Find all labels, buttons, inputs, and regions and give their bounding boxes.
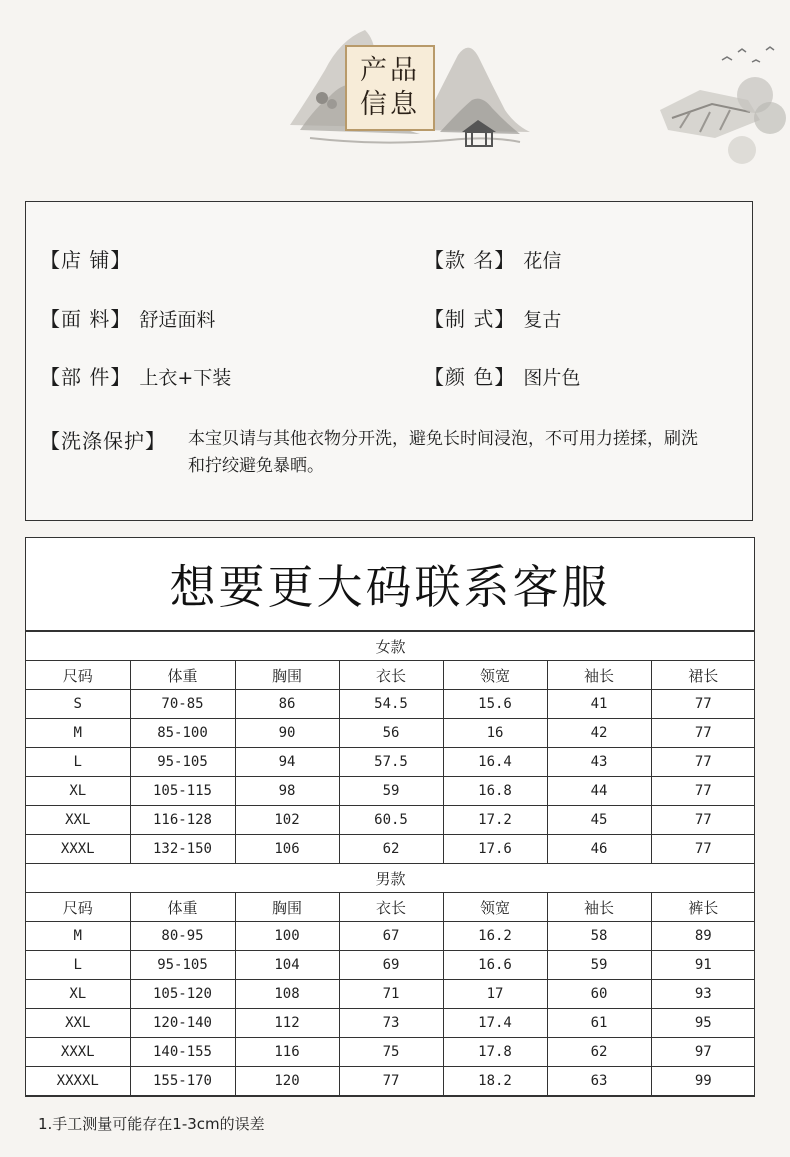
table-row [26, 748, 755, 777]
column-header: 袖长 [547, 661, 651, 690]
table-row [26, 922, 755, 951]
measurement-footnote: 1.手工测量可能存在1-3cm的误差 [38, 1115, 265, 1133]
table-cell: 85-100 [130, 719, 235, 748]
info-name [424, 244, 561, 273]
table-cell: 116 [235, 1038, 339, 1067]
table-cell: 105-115 [130, 777, 235, 806]
table-cell: 43 [547, 748, 651, 777]
color-value: 图片色 [523, 367, 581, 389]
info-fabric [40, 303, 215, 332]
table-cell: 67 [339, 922, 443, 951]
size-table [26, 631, 755, 1096]
table-cell: 60 [547, 980, 651, 1009]
table-cell: 63 [547, 1067, 651, 1096]
table-row [26, 980, 755, 1009]
table-cell: 120 [235, 1067, 339, 1096]
column-header: 裤长 [651, 893, 755, 922]
seal-line-2: 信息 [360, 89, 420, 120]
table-cell: 59 [547, 951, 651, 980]
style-value: 复古 [523, 309, 562, 331]
page-header [0, 0, 790, 190]
fabric-value: 舒适面料 [139, 309, 216, 331]
shop-label: 【店 铺】 [40, 248, 132, 272]
table-cell: 77 [651, 719, 755, 748]
name-value: 花信 [523, 250, 562, 272]
table-cell: 95-105 [130, 748, 235, 777]
table-cell: 58 [547, 922, 651, 951]
women-section-label: 女款 [26, 632, 755, 661]
info-parts [40, 361, 231, 390]
table-cell: 140-155 [130, 1038, 235, 1067]
men-header-row [26, 893, 755, 922]
table-cell: 73 [339, 1009, 443, 1038]
info-style [424, 303, 561, 332]
table-cell: XXXL [26, 835, 130, 864]
table-cell: 16.2 [443, 922, 547, 951]
table-cell: 102 [235, 806, 339, 835]
table-cell: XXL [26, 806, 130, 835]
table-cell: 94 [235, 748, 339, 777]
table-cell: 90 [235, 719, 339, 748]
table-cell: 42 [547, 719, 651, 748]
table-cell: 71 [339, 980, 443, 1009]
table-cell: 104 [235, 951, 339, 980]
table-cell: 62 [547, 1038, 651, 1067]
color-label: 【颜 色】 [424, 365, 516, 389]
table-cell: 155-170 [130, 1067, 235, 1096]
column-header: 裙长 [651, 661, 755, 690]
table-row [26, 1009, 755, 1038]
table-cell: 44 [547, 777, 651, 806]
table-row [26, 777, 755, 806]
table-cell: 17.2 [443, 806, 547, 835]
table-cell: 62 [339, 835, 443, 864]
table-row [26, 690, 755, 719]
column-header: 胸围 [235, 893, 339, 922]
table-cell: 61 [547, 1009, 651, 1038]
table-cell: 77 [339, 1067, 443, 1096]
column-header: 尺码 [26, 893, 130, 922]
size-chart-title: 想要更大码联系客服 [26, 538, 754, 631]
column-header: 胸围 [235, 661, 339, 690]
table-cell: XXXXL [26, 1067, 130, 1096]
table-cell: 108 [235, 980, 339, 1009]
column-header: 体重 [130, 893, 235, 922]
table-row [26, 719, 755, 748]
seal-line-1: 产品 [360, 55, 420, 86]
table-cell: 100 [235, 922, 339, 951]
parts-label: 【部 件】 [40, 365, 132, 389]
table-cell: 77 [651, 690, 755, 719]
table-cell: 91 [651, 951, 755, 980]
table-cell: 89 [651, 922, 755, 951]
table-cell: L [26, 951, 130, 980]
table-cell: 77 [651, 777, 755, 806]
men-section-label: 男款 [26, 864, 755, 893]
product-info-seal [345, 45, 435, 131]
info-color [424, 361, 580, 390]
table-row [26, 806, 755, 835]
column-header: 尺码 [26, 661, 130, 690]
table-cell: 17.6 [443, 835, 547, 864]
column-header: 领宽 [443, 893, 547, 922]
table-cell: 77 [651, 806, 755, 835]
table-cell: L [26, 748, 130, 777]
table-cell: M [26, 922, 130, 951]
women-header-row [26, 661, 755, 690]
table-cell: 15.6 [443, 690, 547, 719]
table-cell: 16.6 [443, 951, 547, 980]
table-row [26, 951, 755, 980]
table-cell: 54.5 [339, 690, 443, 719]
size-chart [25, 537, 755, 1097]
table-cell: 59 [339, 777, 443, 806]
product-info-box [25, 201, 753, 521]
table-cell: 69 [339, 951, 443, 980]
table-cell: 99 [651, 1067, 755, 1096]
table-cell: 70-85 [130, 690, 235, 719]
table-cell: 77 [651, 835, 755, 864]
table-cell: 60.5 [339, 806, 443, 835]
table-cell: 95 [651, 1009, 755, 1038]
table-cell: 116-128 [130, 806, 235, 835]
table-cell: 46 [547, 835, 651, 864]
table-cell: XXL [26, 1009, 130, 1038]
column-header: 袖长 [547, 893, 651, 922]
table-cell: 80-95 [130, 922, 235, 951]
table-row [26, 835, 755, 864]
column-header: 衣长 [339, 893, 443, 922]
men-section-row [26, 864, 755, 893]
fabric-label: 【面 料】 [40, 307, 132, 331]
table-cell: 86 [235, 690, 339, 719]
table-cell: 105-120 [130, 980, 235, 1009]
info-care [40, 425, 166, 454]
style-label: 【制 式】 [424, 307, 516, 331]
table-cell: 98 [235, 777, 339, 806]
table-cell: 106 [235, 835, 339, 864]
table-cell: XL [26, 980, 130, 1009]
table-cell: 17 [443, 980, 547, 1009]
care-instructions: 本宝贝请与其他衣物分开洗，避免长时间浸泡，不可用力搓揉，刷洗和拧绞避免暴晒。 [188, 429, 698, 476]
table-cell: 16.4 [443, 748, 547, 777]
table-row [26, 1067, 755, 1096]
table-cell: 75 [339, 1038, 443, 1067]
column-header: 衣长 [339, 661, 443, 690]
table-cell: 120-140 [130, 1009, 235, 1038]
table-cell: 132-150 [130, 835, 235, 864]
table-cell: 95-105 [130, 951, 235, 980]
table-cell: XL [26, 777, 130, 806]
table-cell: 16 [443, 719, 547, 748]
table-cell: XXXL [26, 1038, 130, 1067]
table-cell: 93 [651, 980, 755, 1009]
table-cell: 17.4 [443, 1009, 547, 1038]
table-row [26, 1038, 755, 1067]
table-cell: 45 [547, 806, 651, 835]
name-label: 【款 名】 [424, 248, 516, 272]
info-shop [40, 244, 139, 273]
column-header: 领宽 [443, 661, 547, 690]
table-cell: 41 [547, 690, 651, 719]
table-cell: 112 [235, 1009, 339, 1038]
table-cell: 17.8 [443, 1038, 547, 1067]
table-cell: 57.5 [339, 748, 443, 777]
table-cell: M [26, 719, 130, 748]
table-cell: 56 [339, 719, 443, 748]
table-cell: 18.2 [443, 1067, 547, 1096]
table-cell: 97 [651, 1038, 755, 1067]
table-cell: S [26, 690, 130, 719]
table-cell: 77 [651, 748, 755, 777]
column-header: 体重 [130, 661, 235, 690]
table-cell: 16.8 [443, 777, 547, 806]
women-section-row [26, 632, 755, 661]
parts-value: 上衣+下装 [139, 367, 232, 389]
care-label: 【洗涤保护】 [40, 429, 166, 453]
